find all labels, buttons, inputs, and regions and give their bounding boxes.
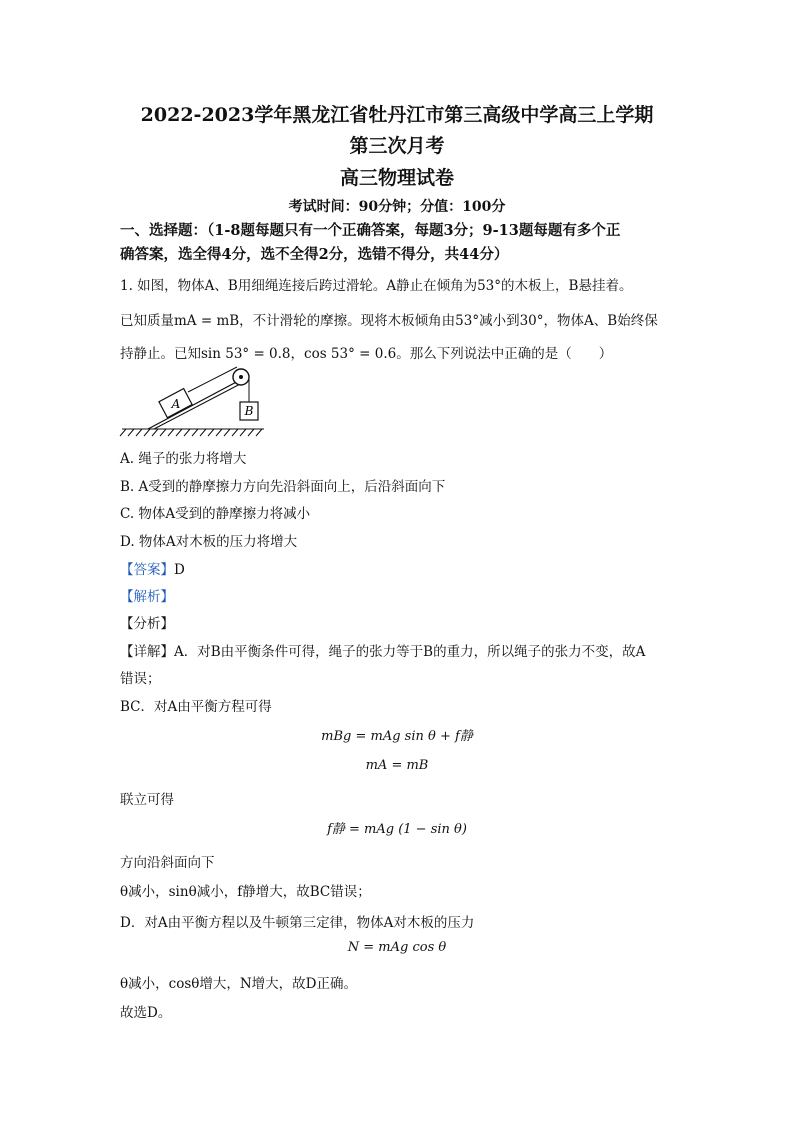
block-b-label: B xyxy=(244,404,254,418)
equation-4: N = mAg cos θ xyxy=(347,940,447,955)
pulley-axle xyxy=(239,375,243,379)
title-line-1: 2022-2023学年黑龙江省牡丹江市第三高级中学高三上学期 xyxy=(140,104,654,126)
question-line-1: 1. 如图，物体A、B用细绳连接后跨过滑轮。A静止在倾角为53°的木板上，B悬挂着。 xyxy=(120,278,633,294)
block-a xyxy=(159,389,192,418)
equation-1: mBg = mAg sin θ + f静 xyxy=(321,729,473,744)
rope xyxy=(188,367,237,392)
final-choice: 故选D。 xyxy=(120,1005,172,1021)
option-b: B. A受到的静摩擦力方向先沿斜面向上，后沿斜面向下 xyxy=(120,479,446,495)
detail-text: A．对B由平衡条件可得，绳子的张力等于B的重力，所以绳子的张力不变，故A xyxy=(174,644,646,660)
fenxi-tag: 【分析】 xyxy=(120,616,174,632)
direction-text: 方向沿斜面向下 xyxy=(120,855,215,871)
exam-info: 考试时间：90分钟；分值：100分 xyxy=(288,199,506,215)
answer-tag: 【答案】 xyxy=(120,562,174,578)
incline-pulley-figure xyxy=(118,362,268,440)
question-line-2: 已知质量mA = mB，不计滑轮的摩擦。现将木板倾角由53°减小到30°，物体A、B始终保 xyxy=(120,313,658,329)
bc-conclusion: θ减小，sinθ减小，f静增大，故BC错误； xyxy=(120,884,371,900)
detail-tag: 【详解】 xyxy=(120,644,174,660)
option-a: A. 绳子的张力将增大 xyxy=(120,451,247,467)
detail-line-2: 错误； xyxy=(120,671,161,687)
title-line-3: 高三物理试卷 xyxy=(339,167,454,189)
option-c: C. 物体A受到的静摩擦力将减小 xyxy=(120,506,311,522)
answer-value: D xyxy=(174,562,185,578)
detail-line-1 xyxy=(120,640,645,660)
d-intro: D．对A由平衡方程以及牛顿第三定律，物体A对木板的压力 xyxy=(120,915,475,931)
equation-3: f静 = mAg (1 − sin θ) xyxy=(327,822,467,837)
bc-intro: BC．对A由平衡方程可得 xyxy=(120,699,272,715)
combine-text: 联立可得 xyxy=(120,792,174,808)
question-line-3: 持静止。已知sin 53° = 0.8，cos 53° = 0.6。那么下列说法中正确的是（ ） xyxy=(120,346,613,362)
section-heading-line-2: 确答案，选全得4分，选不全得2分，选错不得分，共44分） xyxy=(120,246,509,263)
block-a-label: A xyxy=(171,397,181,411)
answer-line xyxy=(120,558,185,578)
section-heading-line-1: 一、选择题：（1-8题每题只有一个正确答案，每题3分；9-13题每题有多个正 xyxy=(120,222,621,239)
ground-hatching xyxy=(120,429,264,436)
option-d: D. 物体A对木板的压力将增大 xyxy=(120,534,298,550)
equation-2: mA = mB xyxy=(365,758,429,773)
title-line-2: 第三次月考 xyxy=(349,135,445,157)
analysis-tag: 【解析】 xyxy=(120,589,174,605)
d-conclusion: θ减小，cosθ增大，N增大，故D正确。 xyxy=(120,976,358,992)
